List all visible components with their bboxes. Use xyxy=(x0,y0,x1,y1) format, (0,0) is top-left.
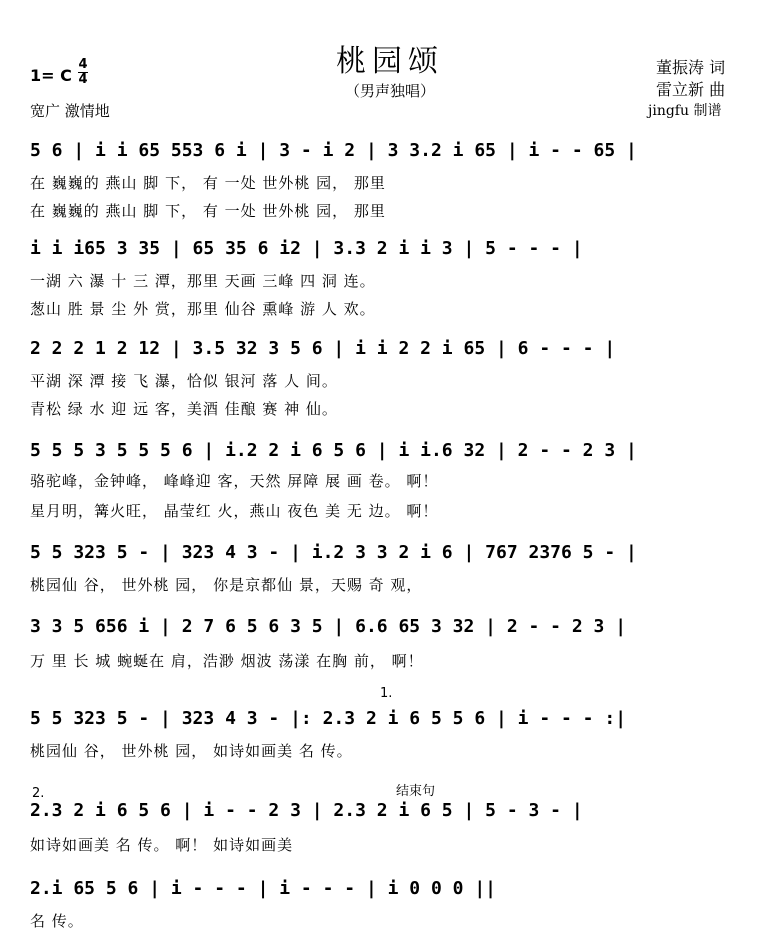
lyrics: 桃园仙 谷， 世外桃 园， 你是京都仙 景，天赐 奇 观， xyxy=(30,576,423,594)
lyrics: 如诗如画美 名 传。 啊！ 如诗如画美 xyxy=(30,836,294,854)
notation: 5 5 323 5 - | 323 4 3 - | i.2 3 3 2 i 6 | 767 2376 5 - | xyxy=(30,542,637,563)
lyrics-verse-2: 在 巍巍的 燕山 脚 下， 有 一处 世外桃 园， 那里 xyxy=(30,202,386,220)
lyrics-verse-2: 青松 绿 水 迎 远 客，美酒 佳酿 赛 神 仙。 xyxy=(30,400,338,418)
lyrics: 桃园仙 谷， 世外桃 园， 如诗如画美 名 传。 xyxy=(30,742,353,760)
song-title: 桃园颂 xyxy=(336,44,444,79)
lyrics: 名 传。 xyxy=(30,912,84,930)
lyrics-verse-2: 星月明，篝火旺， 晶莹红 火，燕山 夜色 美 无 边。 啊！ xyxy=(30,502,439,520)
lyrics-verse-2: 葱山 胜 景 尘 外 赏，那里 仙谷 熏峰 游 人 欢。 xyxy=(30,300,376,318)
time-signature xyxy=(78,58,88,87)
lyricist-credit: 董振涛 词 xyxy=(656,58,726,77)
meter-top: 4 xyxy=(78,57,88,72)
lyrics-verse-1: 在 巍巍的 燕山 脚 下， 有 一处 世外桃 园， 那里 xyxy=(30,174,386,192)
meter-bottom: 4 xyxy=(78,72,88,87)
lyrics-verse-1: 平湖 深 潭 接 飞 瀑，恰似 银河 落 人 间。 xyxy=(30,372,338,390)
key-signature: 1= C xyxy=(30,66,72,85)
volta-2-label: 2. xyxy=(32,786,45,801)
notation: 5 5 323 5 - | 323 4 3 - |: 2.3 2 i 6 5 5 6 | i - - - :| xyxy=(30,708,627,729)
notation: i i i65 3 35 | 65 35 6 i2 | 3.3 2 i i 3 | 5 - - - | xyxy=(30,238,583,259)
coda-label: 结束句 xyxy=(396,784,436,799)
transcriber-credit: jingfu 制谱 xyxy=(648,103,722,119)
lyrics-verse-1: 一湖 六 瀑 十 三 潭，那里 天画 三峰 四 洞 连。 xyxy=(30,272,376,290)
composer-credit: 雷立新 曲 xyxy=(656,80,726,99)
tempo-marking: 宽广 激情地 xyxy=(30,102,110,120)
notation: 2.i 65 5 6 | i - - - | i - - - | i 0 0 0 || xyxy=(30,878,496,899)
notation: 2 2 2 1 2 12 | 3.5 32 3 5 6 | i i 2 2 i 65 | 6 - - - | xyxy=(30,338,616,359)
notation: 5 6 | i i 65 553 6 i | 3 - i 2 | 3 3.2 i 65 | i - - 65 | xyxy=(30,140,637,161)
notation: 3 3 5 656 i | 2 7 6 5 6 3 5 | 6.6 65 3 32 | 2 - - 2 3 | xyxy=(30,616,627,637)
lyrics-verse-1: 骆驼峰，金钟峰， 峰峰迎 客，天然 屏障 展 画 卷。 啊！ xyxy=(30,472,439,490)
volta-1-label: 1. xyxy=(380,686,393,701)
notation: 5 5 5 3 5 5 5 6 | i.2 2 i 6 5 6 | i i.6 32 | 2 - - 2 3 | xyxy=(30,440,637,461)
lyrics: 万 里 长 城 蜿蜒在 肩，浩渺 烟波 荡漾 在胸 前， 啊！ xyxy=(30,652,424,670)
song-subtitle: （男声独唱） xyxy=(344,82,435,100)
notation: 2.3 2 i 6 5 6 | i - - 2 3 | 2.3 2 i 6 5 | 5 - 3 - | xyxy=(30,800,583,821)
